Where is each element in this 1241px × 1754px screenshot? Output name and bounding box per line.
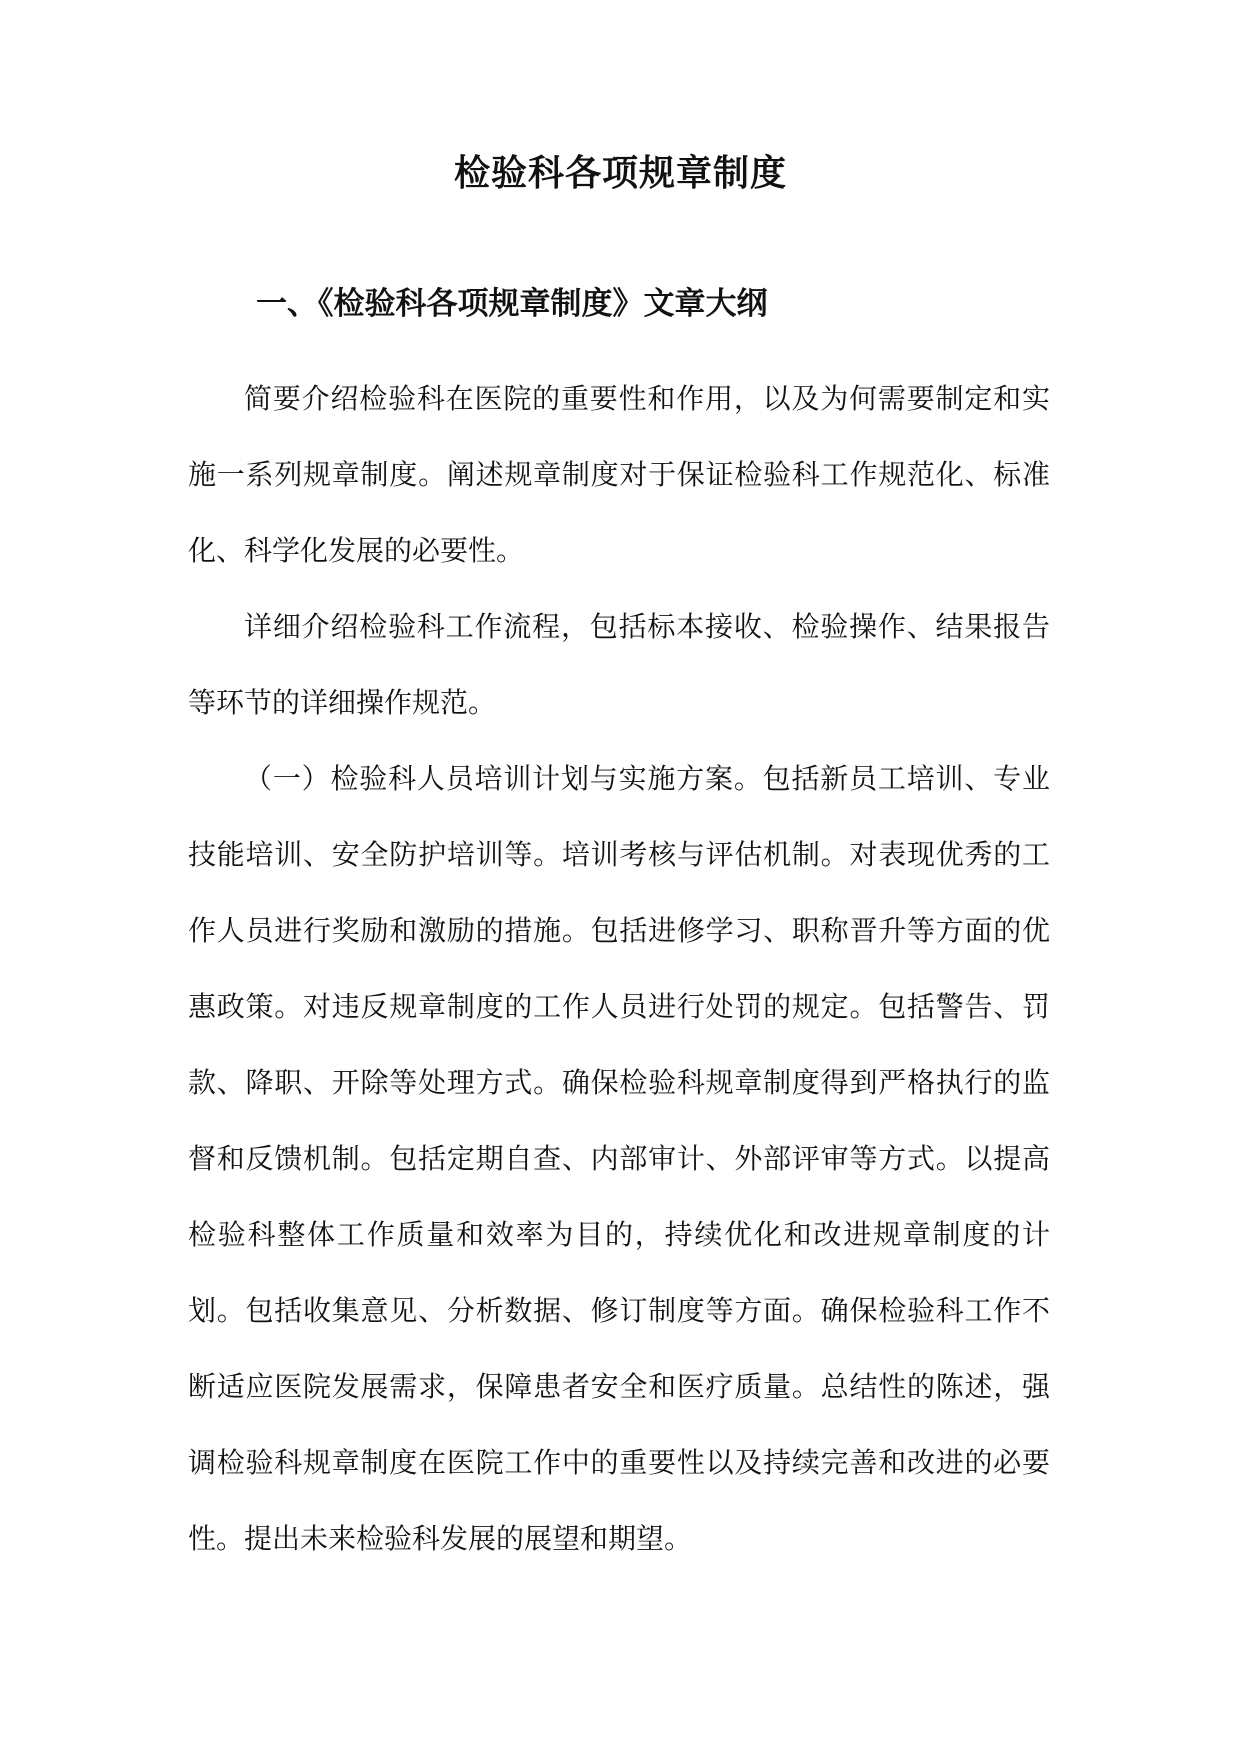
paragraph-training-plan: （一）检验科人员培训计划与实施方案。包括新员工培训、专业技能培训、安全防护培训等。培训考核与评估机制。对表现优秀的工作人员进行奖励和激励的措施。包括进修学习、职称晋升等方面的优惠政策。对违反规章制度的工作人员进行处罚的规定。包括警告、罚款、降职、开除等处理方式。确保检验科规章制度得到严格执行的监督和反馈机制。包括定期自查、内部审计、外部评审等方式。以提高检验科整体工作质量和效率为目的，持续优化和改进规章制度的计划。包括收集意见、分析数据、修订制度等方面。确保检验科工作不断适应医院发展需求，保障患者安全和医疗质量。总结性的陈述，强调检验科规章制度在医院工作中的重要性以及持续完善和改进的必要性。提出未来检验科发展的展望和期望。 bbox=[188, 762, 1050, 1555]
document-title: 检验科各项规章制度 bbox=[453, 153, 787, 194]
section-heading: 一、《检验科各项规章制度》文章大纲 bbox=[256, 286, 768, 322]
paragraph-introduction: 简要介绍检验科在医院的重要性和作用，以及为何需要制定和实施一系列规章制度。阐述规章制度对于保证检验科工作规范化、标准化、科学化发展的必要性。 bbox=[188, 382, 1050, 567]
document-body bbox=[188, 361, 1050, 1577]
paragraph-workflow: 详细介绍检验科工作流程，包括标本接收、检验操作、结果报告等环节的详细操作规范。 bbox=[188, 610, 1050, 719]
